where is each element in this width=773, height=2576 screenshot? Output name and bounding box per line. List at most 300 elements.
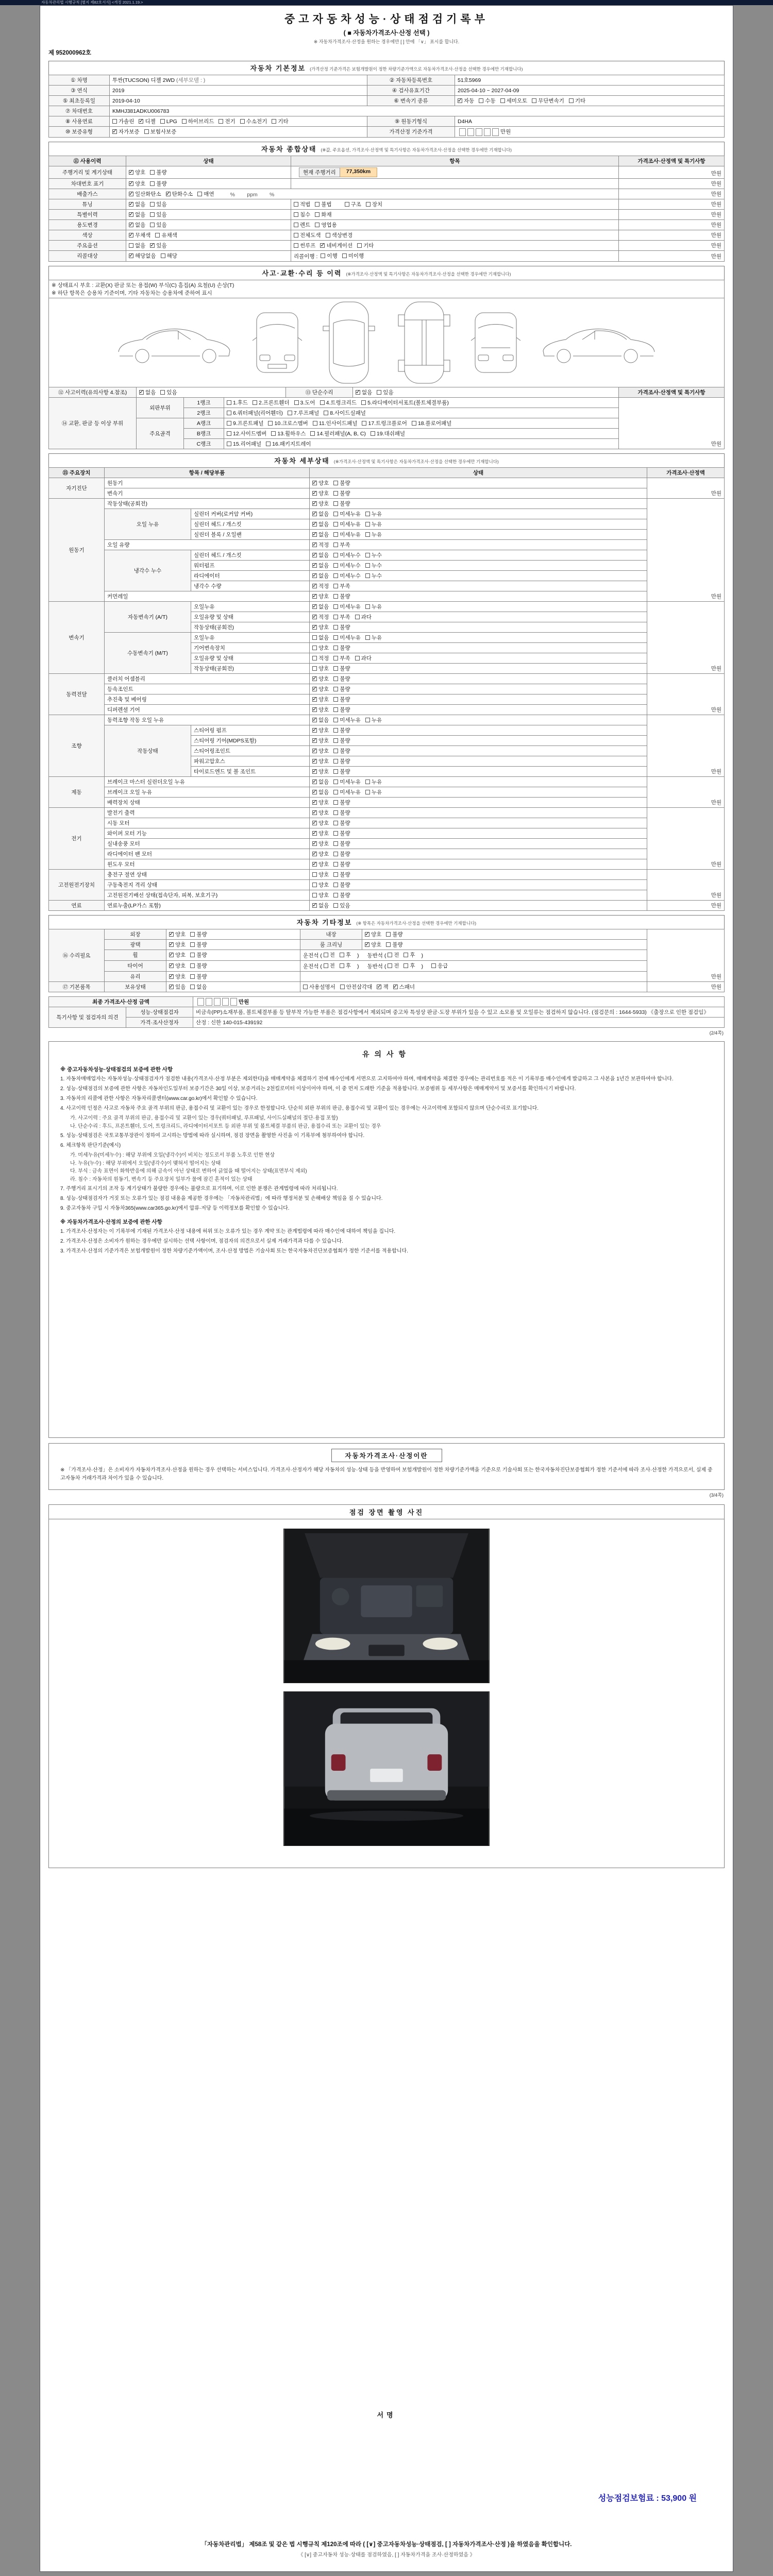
checkbox-option[interactable]: [365, 572, 382, 580]
checkbox-option[interactable]: [333, 592, 350, 600]
checkbox-checked-icon[interactable]: [112, 129, 117, 134]
checkbox-option[interactable]: [312, 613, 329, 621]
checkbox-option[interactable]: [227, 409, 283, 417]
checkbox-option[interactable]: [312, 696, 329, 703]
checkbox-option[interactable]: [272, 117, 288, 125]
checkbox-option[interactable]: [294, 211, 310, 218]
checkbox-checked-icon[interactable]: [312, 831, 317, 836]
checkbox-icon[interactable]: [377, 390, 381, 395]
checkbox-icon[interactable]: [312, 893, 317, 897]
checkbox-checked-icon[interactable]: [356, 390, 360, 395]
checkbox-icon[interactable]: [386, 932, 391, 937]
checkbox-icon[interactable]: [253, 400, 257, 405]
checkbox-option[interactable]: [340, 951, 351, 959]
checkbox-option[interactable]: [169, 973, 186, 980]
checkbox-option[interactable]: [129, 190, 161, 198]
checkbox-icon[interactable]: [310, 431, 315, 436]
checkbox-icon[interactable]: [365, 573, 370, 578]
checkbox-icon[interactable]: [197, 192, 202, 196]
checkbox-option[interactable]: [388, 962, 399, 970]
checkbox-option[interactable]: [312, 788, 329, 796]
checkbox-option[interactable]: [333, 531, 361, 538]
checkbox-option[interactable]: [479, 97, 495, 105]
checkbox-option[interactable]: [356, 388, 372, 396]
checkbox-option[interactable]: [312, 881, 329, 889]
checkbox-option[interactable]: [312, 654, 329, 662]
checkbox-option[interactable]: [312, 747, 329, 755]
checkbox-icon[interactable]: [321, 253, 325, 258]
checkbox-checked-icon[interactable]: [169, 963, 174, 968]
checkbox-icon[interactable]: [268, 421, 273, 426]
checkbox-option[interactable]: [333, 757, 350, 765]
checkbox-checked-icon[interactable]: [312, 604, 317, 609]
checkbox-icon[interactable]: [333, 728, 338, 733]
checkbox-checked-icon[interactable]: [312, 697, 317, 702]
checkbox-option[interactable]: [333, 644, 350, 652]
checkbox-icon[interactable]: [345, 202, 349, 207]
checkbox-icon[interactable]: [333, 862, 338, 867]
checkbox-icon[interactable]: [190, 953, 195, 957]
checkbox-icon[interactable]: [190, 932, 195, 937]
checkbox-checked-icon[interactable]: [320, 243, 325, 248]
checkbox-option[interactable]: [155, 231, 177, 239]
checkbox-checked-icon[interactable]: [312, 584, 317, 588]
checkbox-icon[interactable]: [190, 985, 195, 989]
checkbox-option[interactable]: [333, 809, 350, 817]
checkbox-checked-icon[interactable]: [312, 625, 317, 630]
checkbox-icon[interactable]: [320, 400, 325, 405]
checkbox-option[interactable]: [160, 388, 177, 396]
checkbox-icon[interactable]: [333, 821, 338, 825]
checkbox-icon[interactable]: [161, 253, 165, 258]
checkbox-option[interactable]: [333, 562, 361, 569]
checkbox-icon[interactable]: [333, 625, 338, 630]
checkbox-option[interactable]: [312, 819, 329, 827]
checkbox-icon[interactable]: [266, 442, 271, 446]
checkbox-option[interactable]: [333, 819, 350, 827]
checkbox-option[interactable]: [312, 500, 329, 507]
checkbox-checked-icon[interactable]: [129, 212, 133, 217]
checkbox-option[interactable]: [365, 778, 382, 786]
checkbox-option[interactable]: [315, 211, 331, 218]
checkbox-option[interactable]: [324, 962, 335, 970]
checkbox-option[interactable]: [365, 788, 382, 796]
checkbox-icon[interactable]: [479, 98, 483, 103]
checkbox-option[interactable]: [431, 962, 448, 970]
checkbox-icon[interactable]: [333, 790, 338, 794]
checkbox-option[interactable]: [333, 881, 350, 889]
checkbox-option[interactable]: [333, 706, 350, 714]
checkbox-option[interactable]: [326, 231, 353, 239]
checkbox-option[interactable]: [333, 726, 350, 734]
checkbox-checked-icon[interactable]: [312, 749, 317, 753]
checkbox-option[interactable]: [333, 840, 350, 848]
checkbox-icon[interactable]: [227, 431, 231, 436]
checkbox-option[interactable]: [377, 388, 393, 396]
checkbox-option[interactable]: [315, 200, 331, 208]
checkbox-option[interactable]: [333, 520, 361, 528]
checkbox-icon[interactable]: [333, 831, 338, 836]
checkbox-option[interactable]: [312, 829, 329, 837]
checkbox-icon[interactable]: [219, 119, 223, 124]
checkbox-icon[interactable]: [333, 594, 338, 599]
checkbox-icon[interactable]: [190, 974, 195, 979]
checkbox-option[interactable]: [532, 97, 564, 105]
checkbox-option[interactable]: [139, 117, 155, 125]
checkbox-icon[interactable]: [365, 512, 370, 516]
checkbox-option[interactable]: [190, 973, 207, 980]
checkbox-option[interactable]: [365, 930, 381, 938]
checkbox-icon[interactable]: [357, 243, 362, 248]
checkbox-option[interactable]: [303, 983, 335, 991]
checkbox-icon[interactable]: [333, 893, 338, 897]
checkbox-icon[interactable]: [366, 202, 371, 207]
checkbox-option[interactable]: [144, 128, 177, 135]
checkbox-option[interactable]: [129, 168, 145, 176]
checkbox-option[interactable]: [333, 634, 361, 641]
checkbox-icon[interactable]: [340, 985, 345, 989]
checkbox-icon[interactable]: [271, 431, 276, 436]
checkbox-option[interactable]: [333, 768, 350, 775]
checkbox-icon[interactable]: [190, 963, 195, 968]
checkbox-option[interactable]: [312, 757, 329, 765]
checkbox-icon[interactable]: [333, 759, 338, 764]
checkbox-option[interactable]: [357, 242, 374, 249]
checkbox-icon[interactable]: [312, 666, 317, 671]
checkbox-option[interactable]: [386, 930, 402, 938]
checkbox-icon[interactable]: [294, 202, 298, 207]
checkbox-option[interactable]: [365, 531, 382, 538]
checkbox-option[interactable]: [266, 440, 311, 448]
checkbox-icon[interactable]: [365, 604, 370, 609]
checkbox-icon[interactable]: [333, 512, 338, 516]
checkbox-icon[interactable]: [312, 656, 317, 660]
checkbox-option[interactable]: [361, 399, 449, 406]
checkbox-option[interactable]: [312, 685, 329, 693]
checkbox-icon[interactable]: [333, 738, 338, 743]
checkbox-option[interactable]: [333, 799, 350, 806]
checkbox-icon[interactable]: [155, 233, 160, 238]
checkbox-option[interactable]: [197, 190, 214, 198]
checkbox-checked-icon[interactable]: [312, 543, 317, 547]
checkbox-option[interactable]: [340, 983, 373, 991]
checkbox-icon[interactable]: [333, 697, 338, 702]
checkbox-checked-icon[interactable]: [312, 800, 317, 805]
checkbox-icon[interactable]: [365, 779, 370, 784]
checkbox-option[interactable]: [271, 430, 306, 437]
checkbox-icon[interactable]: [160, 390, 165, 395]
checkbox-option[interactable]: [388, 951, 399, 959]
checkbox-option[interactable]: [365, 716, 382, 724]
checkbox-icon[interactable]: [404, 963, 408, 968]
checkbox-option[interactable]: [312, 768, 329, 775]
checkbox-option[interactable]: [312, 726, 329, 734]
checkbox-icon[interactable]: [412, 421, 416, 426]
checkbox-option[interactable]: [150, 211, 166, 218]
checkbox-option[interactable]: [404, 951, 415, 959]
checkbox-option[interactable]: [333, 737, 350, 744]
checkbox-icon[interactable]: [294, 233, 298, 238]
checkbox-option[interactable]: [342, 252, 364, 260]
checkbox-icon[interactable]: [315, 223, 320, 227]
checkbox-icon[interactable]: [340, 953, 344, 957]
checkbox-option[interactable]: [112, 117, 134, 125]
checkbox-option[interactable]: [312, 860, 329, 868]
checkbox-option[interactable]: [333, 665, 350, 672]
checkbox-icon[interactable]: [144, 129, 149, 134]
checkbox-option[interactable]: [333, 623, 350, 631]
checkbox-option[interactable]: [333, 850, 350, 858]
checkbox-option[interactable]: [333, 479, 350, 487]
checkbox-icon[interactable]: [312, 646, 317, 650]
checkbox-option[interactable]: [253, 399, 289, 406]
checkbox-option[interactable]: [150, 242, 166, 249]
checkbox-icon[interactable]: [333, 635, 338, 640]
checkbox-icon[interactable]: [365, 635, 370, 640]
checkbox-option[interactable]: [240, 117, 267, 125]
checkbox-icon[interactable]: [431, 963, 436, 968]
checkbox-option[interactable]: [333, 778, 361, 786]
checkbox-icon[interactable]: [112, 119, 117, 124]
checkbox-option[interactable]: [412, 419, 451, 427]
checkbox-checked-icon[interactable]: [129, 181, 133, 186]
checkbox-icon[interactable]: [333, 718, 338, 722]
checkbox-icon[interactable]: [312, 883, 317, 887]
checkbox-option[interactable]: [315, 221, 337, 229]
checkbox-option[interactable]: [312, 592, 329, 600]
checkbox-checked-icon[interactable]: [312, 738, 317, 743]
checkbox-checked-icon[interactable]: [129, 202, 133, 207]
checkbox-icon[interactable]: [190, 942, 195, 947]
checkbox-icon[interactable]: [333, 769, 338, 774]
checkbox-checked-icon[interactable]: [312, 810, 317, 815]
checkbox-option[interactable]: [169, 951, 186, 959]
checkbox-option[interactable]: [129, 180, 145, 188]
checkbox-icon[interactable]: [326, 233, 330, 238]
checkbox-option[interactable]: [312, 644, 329, 652]
checkbox-option[interactable]: [310, 430, 365, 437]
checkbox-icon[interactable]: [288, 411, 292, 415]
checkbox-option[interactable]: [333, 716, 361, 724]
checkbox-option[interactable]: [312, 840, 329, 848]
checkbox-checked-icon[interactable]: [169, 932, 174, 937]
checkbox-checked-icon[interactable]: [312, 852, 317, 856]
checkbox-icon[interactable]: [333, 872, 338, 877]
checkbox-icon[interactable]: [333, 532, 338, 537]
checkbox-checked-icon[interactable]: [312, 779, 317, 784]
checkbox-option[interactable]: [569, 97, 585, 105]
checkbox-checked-icon[interactable]: [129, 192, 133, 196]
checkbox-option[interactable]: [312, 737, 329, 744]
checkbox-checked-icon[interactable]: [377, 985, 381, 989]
checkbox-option[interactable]: [333, 510, 361, 518]
checkbox-option[interactable]: [312, 716, 329, 724]
checkbox-option[interactable]: [365, 941, 381, 948]
checkbox-option[interactable]: [227, 419, 263, 427]
checkbox-icon[interactable]: [312, 635, 317, 640]
checkbox-option[interactable]: [312, 871, 329, 878]
checkbox-option[interactable]: [129, 211, 145, 218]
checkbox-icon[interactable]: [365, 553, 370, 557]
checkbox-checked-icon[interactable]: [139, 390, 144, 395]
checkbox-checked-icon[interactable]: [312, 728, 317, 733]
checkbox-icon[interactable]: [333, 852, 338, 856]
checkbox-option[interactable]: [219, 117, 235, 125]
checkbox-option[interactable]: [404, 962, 415, 970]
checkbox-checked-icon[interactable]: [458, 98, 462, 103]
checkbox-option[interactable]: [169, 930, 186, 938]
checkbox-checked-icon[interactable]: [312, 563, 317, 568]
checkbox-option[interactable]: [333, 541, 350, 549]
checkbox-option[interactable]: [112, 128, 140, 135]
checkbox-option[interactable]: [150, 168, 166, 176]
checkbox-icon[interactable]: [240, 119, 245, 124]
checkbox-icon[interactable]: [313, 421, 317, 426]
checkbox-option[interactable]: [288, 409, 319, 417]
checkbox-option[interactable]: [129, 231, 150, 239]
checkbox-checked-icon[interactable]: [312, 790, 317, 794]
checkbox-option[interactable]: [366, 200, 382, 208]
checkbox-option[interactable]: [500, 97, 528, 105]
checkbox-option[interactable]: [333, 582, 350, 590]
checkbox-icon[interactable]: [365, 563, 370, 568]
checkbox-checked-icon[interactable]: [312, 862, 317, 867]
checkbox-checked-icon[interactable]: [312, 841, 317, 846]
checkbox-option[interactable]: [190, 962, 207, 970]
checkbox-icon[interactable]: [333, 810, 338, 815]
checkbox-icon[interactable]: [315, 202, 320, 207]
checkbox-icon[interactable]: [294, 212, 298, 217]
checkbox-option[interactable]: [169, 983, 186, 991]
checkbox-option[interactable]: [312, 850, 329, 858]
checkbox-checked-icon[interactable]: [312, 522, 317, 527]
checkbox-icon[interactable]: [303, 985, 308, 989]
checkbox-icon[interactable]: [569, 98, 574, 103]
checkbox-option[interactable]: [312, 572, 329, 580]
checkbox-option[interactable]: [169, 962, 186, 970]
checkbox-icon[interactable]: [227, 421, 231, 426]
checkbox-icon[interactable]: [365, 718, 370, 722]
checkbox-option[interactable]: [190, 930, 207, 938]
checkbox-option[interactable]: [150, 200, 166, 208]
checkbox-icon[interactable]: [294, 400, 299, 405]
checkbox-icon[interactable]: [333, 522, 338, 527]
checkbox-icon[interactable]: [340, 963, 344, 968]
checkbox-option[interactable]: [333, 613, 350, 621]
checkbox-option[interactable]: [312, 799, 329, 806]
checkbox-option[interactable]: [166, 190, 193, 198]
checkbox-icon[interactable]: [150, 212, 155, 217]
checkbox-option[interactable]: [333, 747, 350, 755]
checkbox-checked-icon[interactable]: [393, 985, 398, 989]
checkbox-option[interactable]: [160, 118, 177, 125]
checkbox-icon[interactable]: [404, 953, 408, 957]
checkbox-option[interactable]: [312, 809, 329, 817]
checkbox-checked-icon[interactable]: [312, 707, 317, 712]
checkbox-option[interactable]: [393, 983, 415, 991]
checkbox-icon[interactable]: [129, 243, 133, 248]
checkbox-checked-icon[interactable]: [365, 942, 369, 947]
checkbox-option[interactable]: [365, 603, 382, 611]
checkbox-option[interactable]: [333, 860, 350, 868]
checkbox-option[interactable]: [313, 419, 358, 427]
checkbox-icon[interactable]: [294, 223, 298, 227]
checkbox-checked-icon[interactable]: [312, 903, 317, 908]
checkbox-icon[interactable]: [333, 687, 338, 691]
checkbox-icon[interactable]: [333, 646, 338, 650]
checkbox-option[interactable]: [129, 200, 145, 208]
checkbox-option[interactable]: [333, 902, 350, 909]
checkbox-checked-icon[interactable]: [312, 491, 317, 496]
checkbox-icon[interactable]: [333, 604, 338, 609]
checkbox-icon[interactable]: [362, 421, 366, 426]
checkbox-icon[interactable]: [333, 501, 338, 506]
checkbox-checked-icon[interactable]: [166, 192, 171, 196]
checkbox-option[interactable]: [365, 634, 382, 641]
checkbox-option[interactable]: [333, 829, 350, 837]
checkbox-icon[interactable]: [361, 400, 366, 405]
checkbox-checked-icon[interactable]: [139, 119, 143, 124]
checkbox-icon[interactable]: [386, 942, 391, 947]
checkbox-option[interactable]: [312, 623, 329, 631]
checkbox-option[interactable]: [320, 399, 357, 406]
checkbox-option[interactable]: [129, 252, 156, 260]
checkbox-option[interactable]: [365, 520, 382, 528]
checkbox-icon[interactable]: [333, 563, 338, 568]
checkbox-checked-icon[interactable]: [129, 253, 133, 258]
checkbox-icon[interactable]: [333, 841, 338, 846]
checkbox-option[interactable]: [294, 221, 310, 229]
checkbox-option[interactable]: [333, 675, 350, 683]
checkbox-option[interactable]: [340, 962, 351, 970]
checkbox-option[interactable]: [312, 489, 329, 497]
checkbox-icon[interactable]: [333, 584, 338, 588]
checkbox-icon[interactable]: [324, 963, 328, 968]
checkbox-option[interactable]: [312, 634, 329, 641]
checkbox-option[interactable]: [190, 941, 207, 948]
checkbox-option[interactable]: [355, 654, 372, 662]
checkbox-checked-icon[interactable]: [129, 223, 133, 227]
checkbox-icon[interactable]: [355, 615, 360, 619]
checkbox-option[interactable]: [268, 419, 308, 427]
checkbox-icon[interactable]: [315, 212, 320, 217]
checkbox-option[interactable]: [312, 479, 329, 487]
checkbox-option[interactable]: [333, 551, 361, 559]
checkbox-option[interactable]: [362, 419, 407, 427]
checkbox-option[interactable]: [294, 399, 315, 406]
checkbox-checked-icon[interactable]: [312, 501, 317, 506]
checkbox-option[interactable]: [312, 665, 329, 672]
checkbox-checked-icon[interactable]: [129, 233, 133, 238]
checkbox-icon[interactable]: [150, 170, 155, 175]
checkbox-icon[interactable]: [333, 800, 338, 805]
checkbox-icon[interactable]: [532, 98, 536, 103]
checkbox-icon[interactable]: [150, 202, 155, 207]
checkbox-option[interactable]: [333, 500, 350, 507]
checkbox-icon[interactable]: [355, 656, 360, 660]
checkbox-checked-icon[interactable]: [312, 718, 317, 722]
checkbox-option[interactable]: [333, 654, 350, 662]
checkbox-icon[interactable]: [227, 411, 231, 415]
checkbox-checked-icon[interactable]: [169, 974, 174, 979]
checkbox-icon[interactable]: [333, 707, 338, 712]
checkbox-icon[interactable]: [333, 883, 338, 887]
checkbox-option[interactable]: [333, 685, 350, 693]
checkbox-checked-icon[interactable]: [169, 942, 174, 947]
checkbox-checked-icon[interactable]: [312, 573, 317, 578]
checkbox-icon[interactable]: [150, 181, 155, 186]
checkbox-option[interactable]: [129, 242, 145, 249]
